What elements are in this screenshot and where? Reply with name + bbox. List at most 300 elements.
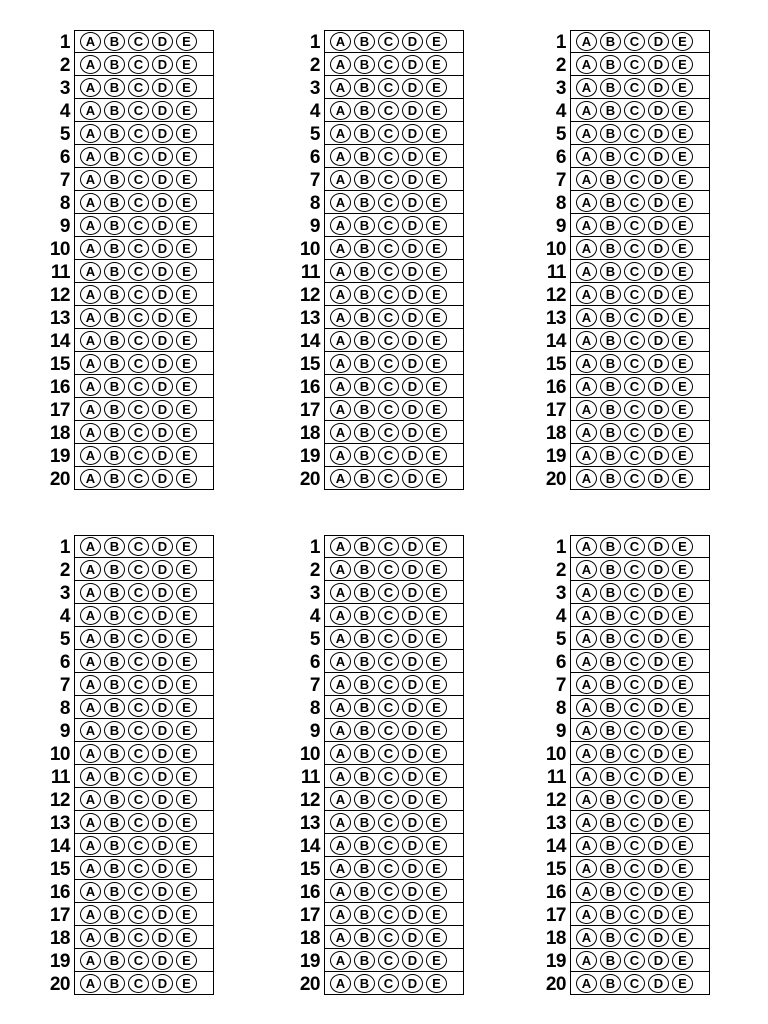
answer-bubble-a[interactable]: A [576,675,597,694]
answer-bubble-d[interactable]: D [152,331,173,350]
answer-bubble-e[interactable]: E [426,629,447,648]
answer-bubble-d[interactable]: D [648,331,669,350]
answer-bubble-e[interactable]: E [672,882,693,901]
answer-bubble-e[interactable]: E [176,239,197,258]
answer-bubble-e[interactable]: E [672,147,693,166]
answer-bubble-d[interactable]: D [648,101,669,120]
answer-bubble-a[interactable]: A [330,859,351,878]
answer-bubble-a[interactable]: A [80,239,101,258]
answer-bubble-d[interactable]: D [402,262,423,281]
answer-bubble-e[interactable]: E [672,836,693,855]
answer-bubble-a[interactable]: A [576,882,597,901]
answer-bubble-c[interactable]: C [378,675,399,694]
answer-bubble-c[interactable]: C [378,124,399,143]
answer-bubble-a[interactable]: A [80,882,101,901]
answer-bubble-b[interactable]: B [354,813,375,832]
answer-bubble-d[interactable]: D [152,423,173,442]
answer-bubble-c[interactable]: C [624,928,645,947]
answer-bubble-d[interactable]: D [152,537,173,556]
answer-bubble-b[interactable]: B [354,469,375,488]
answer-bubble-e[interactable]: E [426,813,447,832]
answer-bubble-a[interactable]: A [80,560,101,579]
answer-bubble-a[interactable]: A [576,951,597,970]
answer-bubble-e[interactable]: E [672,813,693,832]
answer-bubble-d[interactable]: D [152,193,173,212]
answer-bubble-c[interactable]: C [128,285,149,304]
answer-bubble-d[interactable]: D [648,239,669,258]
answer-bubble-d[interactable]: D [648,32,669,51]
answer-bubble-b[interactable]: B [600,537,621,556]
answer-bubble-a[interactable]: A [576,560,597,579]
answer-bubble-c[interactable]: C [378,216,399,235]
answer-bubble-e[interactable]: E [672,32,693,51]
answer-bubble-c[interactable]: C [378,767,399,786]
answer-bubble-d[interactable]: D [402,721,423,740]
answer-bubble-b[interactable]: B [354,423,375,442]
answer-bubble-d[interactable]: D [648,951,669,970]
answer-bubble-e[interactable]: E [176,331,197,350]
answer-bubble-a[interactable]: A [330,308,351,327]
answer-bubble-d[interactable]: D [648,423,669,442]
answer-bubble-e[interactable]: E [176,606,197,625]
answer-bubble-e[interactable]: E [176,147,197,166]
answer-bubble-a[interactable]: A [330,629,351,648]
answer-bubble-d[interactable]: D [402,101,423,120]
answer-bubble-a[interactable]: A [80,78,101,97]
answer-bubble-a[interactable]: A [330,974,351,993]
answer-bubble-a[interactable]: A [330,537,351,556]
answer-bubble-d[interactable]: D [648,308,669,327]
answer-bubble-c[interactable]: C [624,239,645,258]
answer-bubble-d[interactable]: D [402,32,423,51]
answer-bubble-e[interactable]: E [672,262,693,281]
answer-bubble-b[interactable]: B [354,262,375,281]
answer-bubble-b[interactable]: B [104,698,125,717]
answer-bubble-e[interactable]: E [176,446,197,465]
answer-bubble-d[interactable]: D [648,400,669,419]
answer-bubble-b[interactable]: B [104,675,125,694]
answer-bubble-d[interactable]: D [152,859,173,878]
answer-bubble-d[interactable]: D [402,308,423,327]
answer-bubble-c[interactable]: C [128,170,149,189]
answer-bubble-b[interactable]: B [354,928,375,947]
answer-bubble-c[interactable]: C [128,744,149,763]
answer-bubble-e[interactable]: E [426,101,447,120]
answer-bubble-b[interactable]: B [104,951,125,970]
answer-bubble-d[interactable]: D [402,285,423,304]
answer-bubble-d[interactable]: D [648,262,669,281]
answer-bubble-e[interactable]: E [176,423,197,442]
answer-bubble-c[interactable]: C [378,446,399,465]
answer-bubble-e[interactable]: E [176,629,197,648]
answer-bubble-e[interactable]: E [672,560,693,579]
answer-bubble-c[interactable]: C [378,721,399,740]
answer-bubble-c[interactable]: C [378,882,399,901]
answer-bubble-a[interactable]: A [330,78,351,97]
answer-bubble-d[interactable]: D [402,790,423,809]
answer-bubble-a[interactable]: A [330,101,351,120]
answer-bubble-e[interactable]: E [672,423,693,442]
answer-bubble-c[interactable]: C [378,262,399,281]
answer-bubble-a[interactable]: A [576,193,597,212]
answer-bubble-a[interactable]: A [576,928,597,947]
answer-bubble-b[interactable]: B [354,905,375,924]
answer-bubble-a[interactable]: A [330,790,351,809]
answer-bubble-d[interactable]: D [152,262,173,281]
answer-bubble-b[interactable]: B [600,400,621,419]
answer-bubble-b[interactable]: B [104,285,125,304]
answer-bubble-a[interactable]: A [576,308,597,327]
answer-bubble-c[interactable]: C [128,331,149,350]
answer-bubble-c[interactable]: C [378,55,399,74]
answer-bubble-b[interactable]: B [354,216,375,235]
answer-bubble-e[interactable]: E [176,905,197,924]
answer-bubble-b[interactable]: B [354,652,375,671]
answer-bubble-c[interactable]: C [128,537,149,556]
answer-bubble-d[interactable]: D [152,813,173,832]
answer-bubble-c[interactable]: C [128,101,149,120]
answer-bubble-c[interactable]: C [128,423,149,442]
answer-bubble-c[interactable]: C [624,836,645,855]
answer-bubble-d[interactable]: D [152,446,173,465]
answer-bubble-b[interactable]: B [354,882,375,901]
answer-bubble-c[interactable]: C [128,606,149,625]
answer-bubble-a[interactable]: A [80,675,101,694]
answer-bubble-b[interactable]: B [600,262,621,281]
answer-bubble-c[interactable]: C [128,262,149,281]
answer-bubble-b[interactable]: B [600,744,621,763]
answer-bubble-e[interactable]: E [672,951,693,970]
answer-bubble-e[interactable]: E [176,652,197,671]
answer-bubble-a[interactable]: A [330,32,351,51]
answer-bubble-d[interactable]: D [402,652,423,671]
answer-bubble-b[interactable]: B [354,193,375,212]
answer-bubble-d[interactable]: D [152,400,173,419]
answer-bubble-e[interactable]: E [672,170,693,189]
answer-bubble-a[interactable]: A [80,629,101,648]
answer-bubble-b[interactable]: B [600,446,621,465]
answer-bubble-e[interactable]: E [426,308,447,327]
answer-bubble-b[interactable]: B [600,698,621,717]
answer-bubble-c[interactable]: C [128,951,149,970]
answer-bubble-e[interactable]: E [176,354,197,373]
answer-bubble-a[interactable]: A [330,813,351,832]
answer-bubble-d[interactable]: D [152,101,173,120]
answer-bubble-b[interactable]: B [104,331,125,350]
answer-bubble-c[interactable]: C [128,124,149,143]
answer-bubble-e[interactable]: E [672,331,693,350]
answer-bubble-a[interactable]: A [576,813,597,832]
answer-bubble-e[interactable]: E [176,974,197,993]
answer-bubble-e[interactable]: E [176,170,197,189]
answer-bubble-c[interactable]: C [378,859,399,878]
answer-bubble-c[interactable]: C [128,193,149,212]
answer-bubble-a[interactable]: A [330,606,351,625]
answer-bubble-a[interactable]: A [576,767,597,786]
answer-bubble-d[interactable]: D [402,354,423,373]
answer-bubble-e[interactable]: E [672,928,693,947]
answer-bubble-c[interactable]: C [624,721,645,740]
answer-bubble-c[interactable]: C [624,78,645,97]
answer-bubble-d[interactable]: D [152,354,173,373]
answer-bubble-a[interactable]: A [80,813,101,832]
answer-bubble-d[interactable]: D [152,836,173,855]
answer-bubble-a[interactable]: A [576,537,597,556]
answer-bubble-e[interactable]: E [176,216,197,235]
answer-bubble-a[interactable]: A [80,193,101,212]
answer-bubble-d[interactable]: D [648,859,669,878]
answer-bubble-c[interactable]: C [624,216,645,235]
answer-bubble-a[interactable]: A [576,583,597,602]
answer-bubble-c[interactable]: C [128,308,149,327]
answer-bubble-c[interactable]: C [378,836,399,855]
answer-bubble-e[interactable]: E [672,354,693,373]
answer-bubble-a[interactable]: A [330,423,351,442]
answer-bubble-d[interactable]: D [402,239,423,258]
answer-bubble-b[interactable]: B [600,652,621,671]
answer-bubble-e[interactable]: E [426,354,447,373]
answer-bubble-e[interactable]: E [672,974,693,993]
answer-bubble-b[interactable]: B [354,744,375,763]
answer-bubble-e[interactable]: E [176,836,197,855]
answer-bubble-e[interactable]: E [176,400,197,419]
answer-bubble-a[interactable]: A [330,354,351,373]
answer-bubble-b[interactable]: B [354,78,375,97]
answer-bubble-d[interactable]: D [402,55,423,74]
answer-bubble-d[interactable]: D [648,813,669,832]
answer-bubble-d[interactable]: D [402,882,423,901]
answer-bubble-a[interactable]: A [330,377,351,396]
answer-bubble-a[interactable]: A [80,216,101,235]
answer-bubble-a[interactable]: A [576,124,597,143]
answer-bubble-a[interactable]: A [576,400,597,419]
answer-bubble-d[interactable]: D [648,124,669,143]
answer-bubble-a[interactable]: A [330,469,351,488]
answer-bubble-e[interactable]: E [426,560,447,579]
answer-bubble-e[interactable]: E [672,859,693,878]
answer-bubble-a[interactable]: A [576,55,597,74]
answer-bubble-b[interactable]: B [104,836,125,855]
answer-bubble-a[interactable]: A [80,537,101,556]
answer-bubble-a[interactable]: A [330,560,351,579]
answer-bubble-c[interactable]: C [624,469,645,488]
answer-bubble-c[interactable]: C [128,354,149,373]
answer-bubble-e[interactable]: E [176,537,197,556]
answer-bubble-d[interactable]: D [152,308,173,327]
answer-bubble-e[interactable]: E [176,560,197,579]
answer-bubble-b[interactable]: B [600,928,621,947]
answer-bubble-b[interactable]: B [600,308,621,327]
answer-bubble-a[interactable]: A [330,55,351,74]
answer-bubble-a[interactable]: A [330,951,351,970]
answer-bubble-c[interactable]: C [378,583,399,602]
answer-bubble-a[interactable]: A [80,744,101,763]
answer-bubble-e[interactable]: E [176,78,197,97]
answer-bubble-d[interactable]: D [402,974,423,993]
answer-bubble-d[interactable]: D [648,537,669,556]
answer-bubble-d[interactable]: D [402,813,423,832]
answer-bubble-b[interactable]: B [104,859,125,878]
answer-bubble-d[interactable]: D [402,583,423,602]
answer-bubble-b[interactable]: B [600,193,621,212]
answer-bubble-b[interactable]: B [600,974,621,993]
answer-bubble-c[interactable]: C [378,400,399,419]
answer-bubble-b[interactable]: B [354,32,375,51]
answer-bubble-c[interactable]: C [128,790,149,809]
answer-bubble-b[interactable]: B [104,606,125,625]
answer-bubble-b[interactable]: B [600,32,621,51]
answer-bubble-e[interactable]: E [672,721,693,740]
answer-bubble-b[interactable]: B [354,147,375,166]
answer-bubble-a[interactable]: A [330,216,351,235]
answer-bubble-a[interactable]: A [576,354,597,373]
answer-bubble-b[interactable]: B [354,836,375,855]
answer-bubble-b[interactable]: B [600,55,621,74]
answer-bubble-c[interactable]: C [378,744,399,763]
answer-bubble-e[interactable]: E [672,583,693,602]
answer-bubble-a[interactable]: A [576,285,597,304]
answer-bubble-d[interactable]: D [402,469,423,488]
answer-bubble-a[interactable]: A [80,721,101,740]
answer-bubble-d[interactable]: D [152,905,173,924]
answer-bubble-d[interactable]: D [648,652,669,671]
answer-bubble-e[interactable]: E [426,285,447,304]
answer-bubble-c[interactable]: C [624,400,645,419]
answer-bubble-d[interactable]: D [402,537,423,556]
answer-bubble-e[interactable]: E [426,882,447,901]
answer-bubble-e[interactable]: E [426,744,447,763]
answer-bubble-d[interactable]: D [152,744,173,763]
answer-bubble-c[interactable]: C [624,377,645,396]
answer-bubble-d[interactable]: D [152,285,173,304]
answer-bubble-c[interactable]: C [128,675,149,694]
answer-bubble-d[interactable]: D [402,606,423,625]
answer-bubble-e[interactable]: E [672,629,693,648]
answer-bubble-a[interactable]: A [80,262,101,281]
answer-bubble-e[interactable]: E [176,377,197,396]
answer-bubble-b[interactable]: B [600,101,621,120]
answer-bubble-d[interactable]: D [152,629,173,648]
answer-bubble-a[interactable]: A [330,170,351,189]
answer-bubble-b[interactable]: B [600,331,621,350]
answer-bubble-c[interactable]: C [378,308,399,327]
answer-bubble-d[interactable]: D [648,285,669,304]
answer-bubble-c[interactable]: C [378,377,399,396]
answer-bubble-d[interactable]: D [648,469,669,488]
answer-bubble-d[interactable]: D [648,354,669,373]
answer-bubble-b[interactable]: B [600,560,621,579]
answer-bubble-d[interactable]: D [648,583,669,602]
answer-bubble-c[interactable]: C [378,560,399,579]
answer-bubble-e[interactable]: E [426,239,447,258]
answer-bubble-b[interactable]: B [354,239,375,258]
answer-bubble-b[interactable]: B [354,698,375,717]
answer-bubble-c[interactable]: C [624,905,645,924]
answer-bubble-c[interactable]: C [128,698,149,717]
answer-bubble-e[interactable]: E [176,928,197,947]
answer-bubble-b[interactable]: B [600,882,621,901]
answer-bubble-a[interactable]: A [330,698,351,717]
answer-bubble-a[interactable]: A [80,377,101,396]
answer-bubble-a[interactable]: A [576,859,597,878]
answer-bubble-a[interactable]: A [576,698,597,717]
answer-bubble-d[interactable]: D [402,446,423,465]
answer-bubble-a[interactable]: A [80,974,101,993]
answer-bubble-b[interactable]: B [104,400,125,419]
answer-bubble-c[interactable]: C [128,469,149,488]
answer-bubble-b[interactable]: B [354,537,375,556]
answer-bubble-b[interactable]: B [354,285,375,304]
answer-bubble-b[interactable]: B [354,974,375,993]
answer-bubble-b[interactable]: B [600,583,621,602]
answer-bubble-a[interactable]: A [80,285,101,304]
answer-bubble-b[interactable]: B [104,537,125,556]
answer-bubble-d[interactable]: D [648,55,669,74]
answer-bubble-c[interactable]: C [128,239,149,258]
answer-bubble-d[interactable]: D [402,170,423,189]
answer-bubble-e[interactable]: E [426,721,447,740]
answer-bubble-c[interactable]: C [378,170,399,189]
answer-bubble-b[interactable]: B [104,124,125,143]
answer-bubble-c[interactable]: C [378,469,399,488]
answer-bubble-c[interactable]: C [128,377,149,396]
answer-bubble-c[interactable]: C [624,32,645,51]
answer-bubble-d[interactable]: D [648,216,669,235]
answer-bubble-c[interactable]: C [624,147,645,166]
answer-bubble-e[interactable]: E [426,583,447,602]
answer-bubble-a[interactable]: A [80,32,101,51]
answer-bubble-a[interactable]: A [330,905,351,924]
answer-bubble-c[interactable]: C [378,974,399,993]
answer-bubble-e[interactable]: E [426,193,447,212]
answer-bubble-e[interactable]: E [426,767,447,786]
answer-bubble-e[interactable]: E [426,32,447,51]
answer-bubble-d[interactable]: D [152,928,173,947]
answer-bubble-c[interactable]: C [378,331,399,350]
answer-bubble-b[interactable]: B [104,101,125,120]
answer-bubble-a[interactable]: A [576,423,597,442]
answer-bubble-e[interactable]: E [672,124,693,143]
answer-bubble-d[interactable]: D [152,560,173,579]
answer-bubble-d[interactable]: D [152,583,173,602]
answer-bubble-a[interactable]: A [576,170,597,189]
answer-bubble-d[interactable]: D [152,675,173,694]
answer-bubble-d[interactable]: D [402,629,423,648]
answer-bubble-e[interactable]: E [672,744,693,763]
answer-bubble-b[interactable]: B [600,239,621,258]
answer-bubble-c[interactable]: C [378,101,399,120]
answer-bubble-a[interactable]: A [80,354,101,373]
answer-bubble-d[interactable]: D [648,767,669,786]
answer-bubble-e[interactable]: E [176,859,197,878]
answer-bubble-e[interactable]: E [672,216,693,235]
answer-bubble-e[interactable]: E [426,170,447,189]
answer-bubble-c[interactable]: C [624,170,645,189]
answer-bubble-d[interactable]: D [152,974,173,993]
answer-bubble-d[interactable]: D [152,124,173,143]
answer-bubble-e[interactable]: E [672,239,693,258]
answer-bubble-e[interactable]: E [176,951,197,970]
answer-bubble-e[interactable]: E [426,469,447,488]
answer-bubble-c[interactable]: C [624,698,645,717]
answer-bubble-e[interactable]: E [672,767,693,786]
answer-bubble-e[interactable]: E [672,790,693,809]
answer-bubble-c[interactable]: C [624,285,645,304]
answer-bubble-d[interactable]: D [648,629,669,648]
answer-bubble-e[interactable]: E [672,537,693,556]
answer-bubble-b[interactable]: B [104,423,125,442]
answer-bubble-a[interactable]: A [80,423,101,442]
